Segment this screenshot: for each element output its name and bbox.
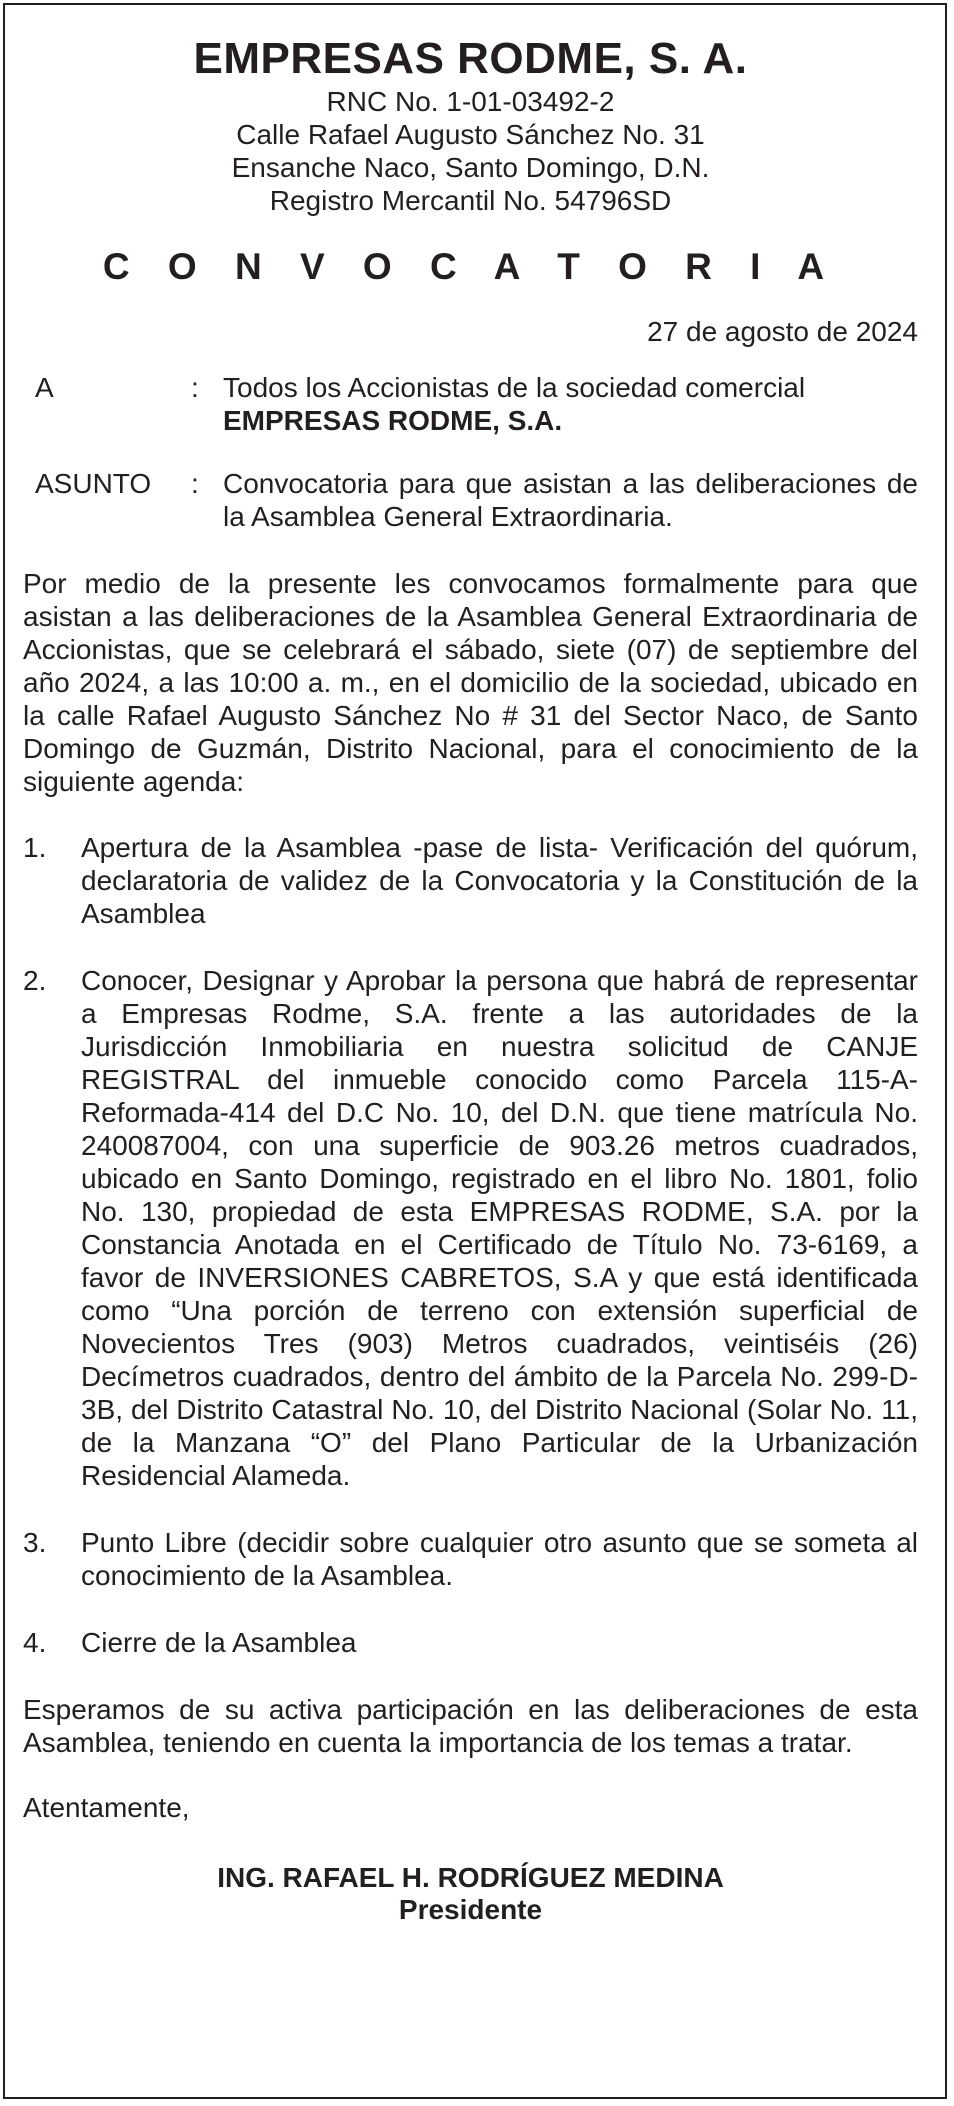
city-address: Ensanche Naco, Santo Domingo, D.N. xyxy=(231,152,710,183)
document-title: C O N V O C A T O R I A xyxy=(102,246,839,287)
salutation: Atentamente, xyxy=(23,1792,190,1823)
addressee-value xyxy=(223,371,918,437)
subject-colon: : xyxy=(191,468,199,499)
subject-field xyxy=(23,467,918,533)
addressee-field xyxy=(23,371,918,437)
addressee-company: EMPRESAS RODME, S.A. xyxy=(223,405,563,436)
addressee-label: A xyxy=(35,372,54,403)
signatory-name: ING. RAFAEL H. RODRÍGUEZ MEDINA xyxy=(217,1862,724,1893)
agenda-item-3 xyxy=(23,1526,918,1592)
agenda-text: Apertura de la Asamblea -pase de lista- Verificación del quórum, declaratoria de validez de la Convocatoria y la Constitución de la Asamblea xyxy=(81,832,918,929)
signatory-role: Presidente xyxy=(398,1894,543,1925)
agenda-list xyxy=(23,831,918,1659)
notice-content xyxy=(23,5,918,1926)
agenda-item-1 xyxy=(23,831,918,930)
company-name: EMPRESAS RODME, S. A. xyxy=(193,34,748,83)
subject-value: Convocatoria para que asistan a las deliberaciones de la Asamblea General Extraordinaria. xyxy=(223,468,918,532)
agenda-number: 4. xyxy=(23,1627,47,1658)
agenda-item-4 xyxy=(23,1626,918,1659)
mercantile-registry: Registro Mercantil No. 54796SD xyxy=(269,185,672,216)
intro-paragraph: Por medio de la presente les convocamos formalmente para que asistan a las deliberaciones de la Asamblea General Extraordinaria de Accionistas, que se celebrará el sábado, siete (07) de septiembre del año 2024, a las 10:00 a. m., en el domicilio de la sociedad, ubicado en la calle Rafael Augusto Sánchez No # 31 del Sector Naco, de Santo Domingo de Guzmán, Distrito Nacional, para el conocimiento de la siguiente agenda: xyxy=(23,568,918,797)
notice-frame xyxy=(3,3,947,2099)
rnc-line: RNC No. 1-01-03492-2 xyxy=(326,86,615,117)
addressee-colon: : xyxy=(191,372,199,403)
agenda-text: Cierre de la Asamblea xyxy=(81,1627,357,1658)
agenda-item-2 xyxy=(23,964,918,1492)
agenda-text: Punto Libre (decidir sobre cualquier otro asunto que se someta al conocimiento de la Asamblea. xyxy=(81,1527,918,1591)
addressee-text: Todos los Accionistas de la sociedad comercial xyxy=(223,372,806,403)
agenda-number: 3. xyxy=(23,1527,47,1558)
agenda-number: 1. xyxy=(23,832,47,863)
street-address: Calle Rafael Augusto Sánchez No. 31 xyxy=(236,119,705,150)
closing-paragraph: Esperamos de su activa participación en las deliberaciones de esta Asamblea, teniendo en cuenta la importancia de los temas a tratar. xyxy=(23,1694,918,1758)
subject-label: ASUNTO xyxy=(35,468,152,499)
agenda-number: 2. xyxy=(23,965,47,996)
agenda-text: Conocer, Designar y Aprobar la persona que habrá de representar a Empresas Rodme, S.A. frente a las autoridades de la Jurisdicción Inmobiliaria en nuestra solicitud de CANJE REGISTRAL del inmueble conocido como Parcela 115-A-Reformada-414 del D.C No. 10, del D.N. que tiene matrícula No. 240087004, con una superficie de 903.26 metros cuadrados, ubicado en Santo Domingo, registrado en el libro No. 1801, folio No. 130, propiedad de esta EMPRESAS RODME, S.A. por la Constancia Anotada en el Certificado de Título No. 73-6169, a favor de INVERSIONES CABRETOS, S.A y que está identificada como “Una porción de terreno con extensión superficial de Novecientos Tres (903) Metros cuadrados, veintiséis (26) Decímetros cuadrados, dentro del ámbito de la Parcela No. 299-D-3B, del Distrito Catastral No. 10, del Distrito Nacional (Solar No. 11, de la Manzana “O” del Plano Particular de la Urbanización Residencial Alameda. xyxy=(81,965,918,1491)
letterhead xyxy=(23,33,918,217)
signature-block xyxy=(23,1862,918,1926)
document-date: 27 de agosto de 2024 xyxy=(647,316,918,347)
